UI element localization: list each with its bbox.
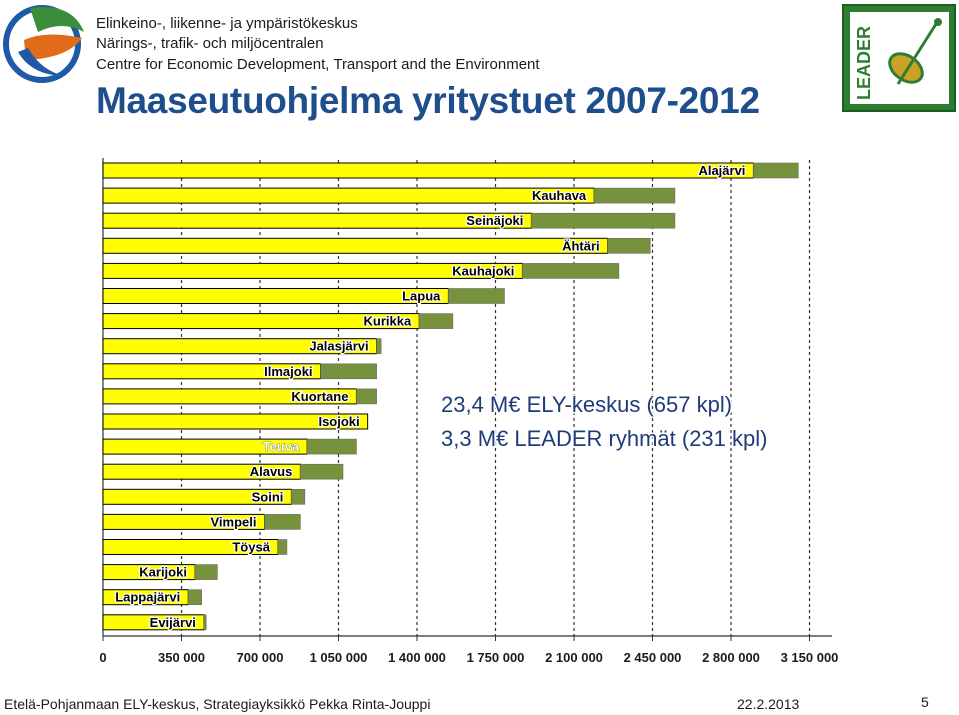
bar-segment-leader xyxy=(307,439,356,454)
bar-label: Seinäjoki xyxy=(466,213,524,229)
bar-segment-leader xyxy=(204,615,206,630)
bar-label: Kauhava xyxy=(531,188,587,204)
x-tick-label: 0 xyxy=(99,650,107,665)
bar-segment-leader xyxy=(377,339,381,354)
bar-label: Alavus xyxy=(249,464,293,480)
bar-segment-leader xyxy=(753,163,798,178)
x-tick-label: 3 150 000 xyxy=(780,650,839,665)
bar-segment-ely xyxy=(103,238,608,253)
bar-label: Alajärvi xyxy=(698,163,746,178)
bar-segment-leader xyxy=(522,263,618,278)
bar-label: Kurikka xyxy=(363,313,412,329)
chart-annotation: 3,3 M€ LEADER ryhmät (231 kpl) xyxy=(441,426,768,451)
bar-label: Kauhajoki xyxy=(452,263,515,279)
bar-label: Teuva xyxy=(262,439,300,455)
bar-label: Soini xyxy=(251,489,284,505)
bar-label: Evijärvi xyxy=(149,614,196,630)
x-tick-label: 2 450 000 xyxy=(623,650,682,665)
org-name-sv: Närings-, trafik- och miljöcentralen xyxy=(96,35,324,52)
bar-segment-ely xyxy=(103,188,594,203)
bar-segment-leader xyxy=(188,590,201,605)
x-tick-label: 1 050 000 xyxy=(309,650,368,665)
bar-segment-ely xyxy=(103,163,753,178)
footer-date: 22.2.2013 xyxy=(737,696,800,712)
chart-annotation: 23,4 M€ ELY-keskus (657 kpl) xyxy=(441,392,733,417)
org-name-en: Centre for Economic Development, Transport and the Environment xyxy=(96,56,540,73)
x-tick-label: 700 000 xyxy=(236,650,284,665)
footer-page-number: 5 xyxy=(921,694,929,710)
bar-segment-leader xyxy=(531,213,675,228)
bar-label: Lappajärvi xyxy=(115,589,181,605)
leader-logo-text: LEADER xyxy=(854,25,874,100)
bar-label: Lapua xyxy=(402,288,441,304)
org-name-fi: Elinkeino-, liikenne- ja ympäristökeskus xyxy=(96,15,358,32)
x-tick-label: 1 400 000 xyxy=(388,650,446,665)
bar-segment-leader xyxy=(448,289,504,304)
footer-organization: Etelä-Pohjanmaan ELY-keskus, Strategiayksikkö Pekka Rinta-Jouppi xyxy=(4,696,431,712)
bar-label: Karijoki xyxy=(139,564,187,580)
bar-label: Töysä xyxy=(232,539,270,555)
bar-label: Ilmajoki xyxy=(264,363,313,379)
bar-segment-leader xyxy=(594,188,675,203)
bar-segment-leader xyxy=(419,314,453,329)
bar-segment-leader xyxy=(300,464,343,479)
bar-segment-leader xyxy=(278,540,287,555)
bar-label: Jalasjärvi xyxy=(309,338,369,354)
bar-label: Ähtäri xyxy=(562,238,600,254)
bar-label: Vimpeli xyxy=(210,514,257,530)
bar-segment-ely xyxy=(103,289,448,304)
bar-segment-leader xyxy=(608,238,651,253)
bar-segment-leader xyxy=(291,489,304,504)
x-tick-label: 350 000 xyxy=(158,650,205,665)
x-tick-label: 1 750 000 xyxy=(466,650,525,665)
x-tick-label: 2 800 000 xyxy=(702,650,760,665)
bar-segment-leader xyxy=(356,389,376,404)
bar-label: Kuortane xyxy=(291,388,349,404)
page-title: Maaseutuohjelma yritystuet 2007-2012 xyxy=(96,80,760,121)
bar-segment-leader xyxy=(321,364,377,379)
bar-segment-leader xyxy=(195,565,217,580)
bar-segment-leader xyxy=(264,514,300,529)
x-tick-label: 2 100 000 xyxy=(545,650,603,665)
bar-label: Isojoki xyxy=(318,414,360,429)
